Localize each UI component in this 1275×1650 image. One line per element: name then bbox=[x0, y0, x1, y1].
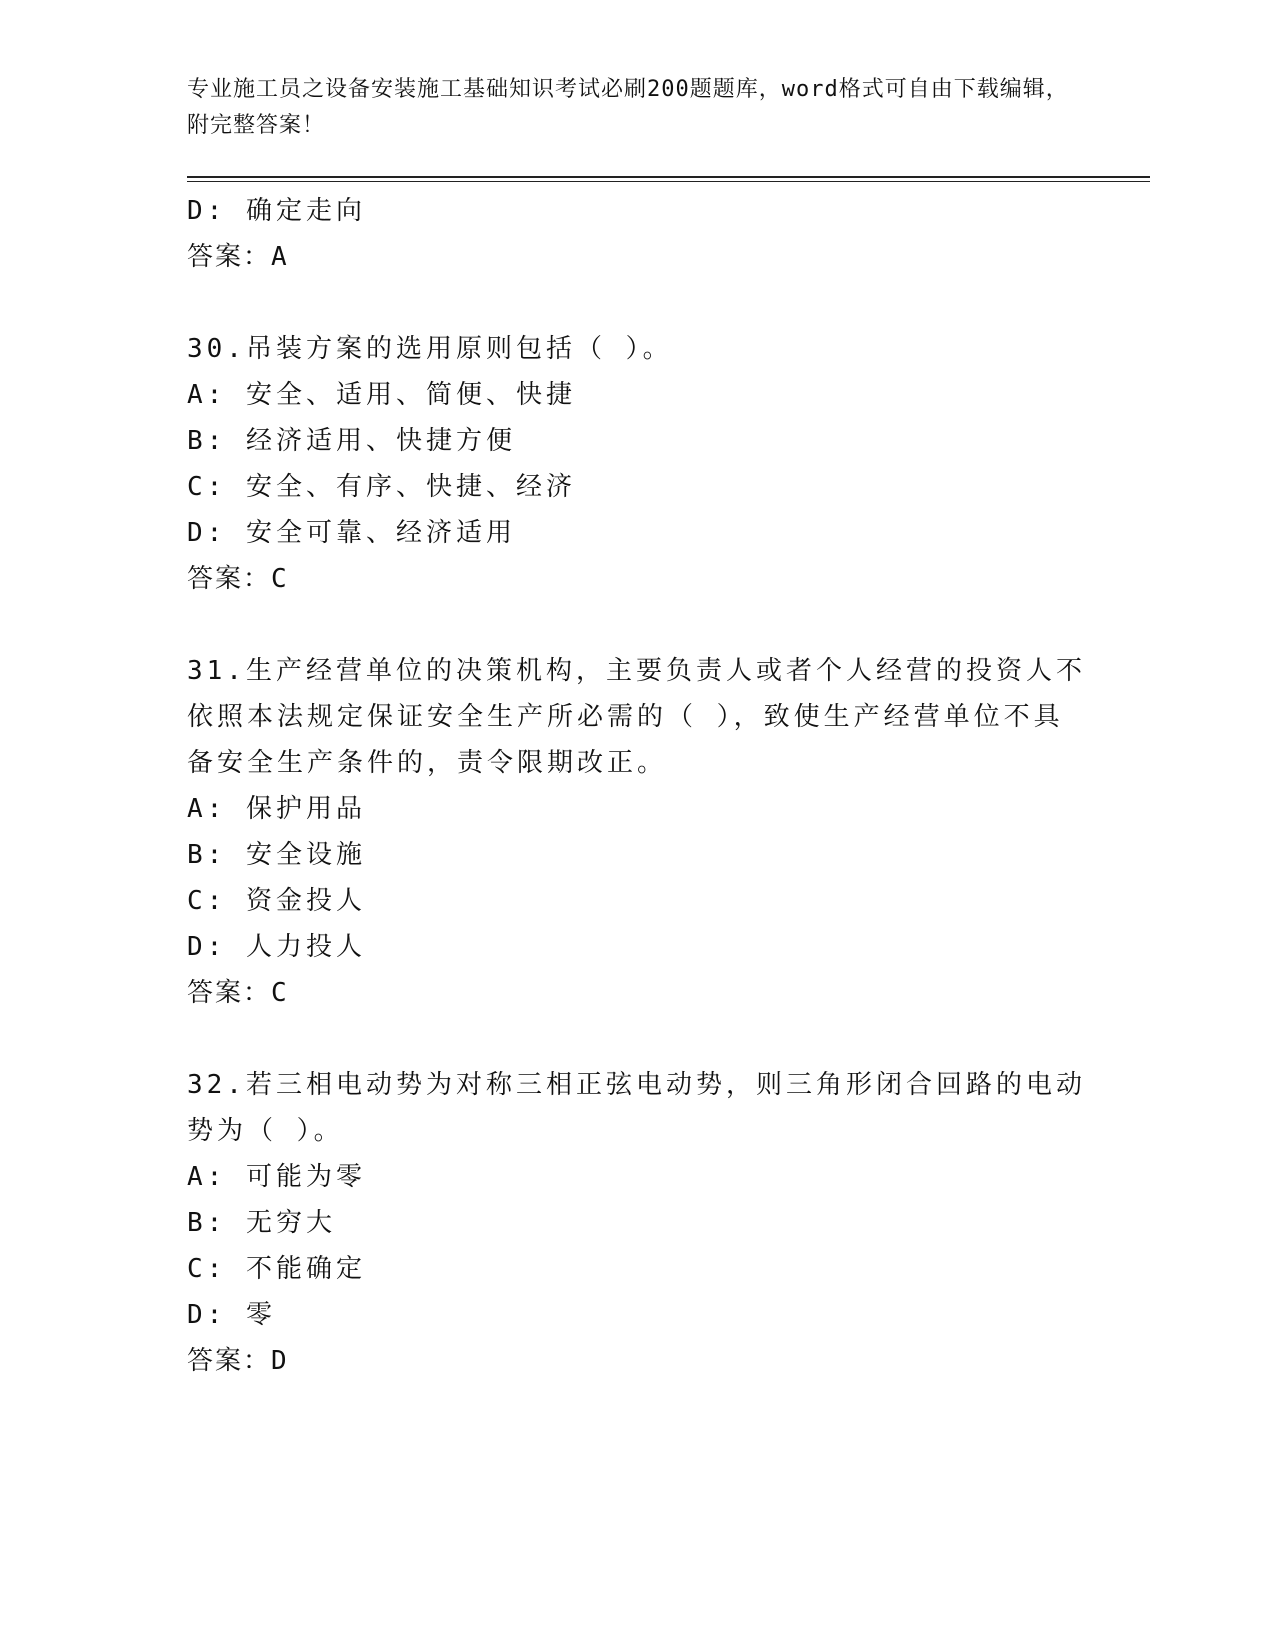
option-a: A: 安全、适用、简便、快捷 bbox=[187, 380, 576, 410]
answer: 答案：C bbox=[187, 978, 289, 1008]
question-stem: 31.生产经营单位的决策机构，主要负责人或者个人经营的投资人不依照本法规定保证安全生产所必需的（ ），致使生产经营单位不具备安全生产条件的，责令限期改正。 bbox=[187, 656, 1086, 778]
prev-answer: 答案：A bbox=[187, 242, 289, 272]
answer: 答案：C bbox=[187, 564, 289, 594]
question-32 bbox=[187, 1062, 1087, 1384]
prev-option-d: D: 确定走向 bbox=[187, 196, 366, 226]
document-header: 专业施工员之设备安装施工基础知识考试必刷200题题库，word格式可自由下载编辑，附完整答案！ bbox=[187, 77, 1069, 138]
option-b: B: 无穷大 bbox=[187, 1208, 336, 1238]
option-c: C: 安全、有序、快捷、经济 bbox=[187, 472, 576, 502]
question-30 bbox=[187, 326, 1087, 602]
answer: 答案：D bbox=[187, 1346, 289, 1376]
question-31 bbox=[187, 648, 1087, 1016]
option-b: B: 经济适用、快捷方便 bbox=[187, 426, 516, 456]
option-d: D: 人力投人 bbox=[187, 932, 366, 962]
option-b: B: 安全设施 bbox=[187, 840, 366, 870]
header-divider-thick bbox=[187, 176, 1150, 178]
option-c: C: 资金投人 bbox=[187, 886, 366, 916]
question-stem: 32.若三相电动势为对称三相正弦电动势，则三角形闭合回路的电动势为（ ）。 bbox=[187, 1070, 1086, 1146]
option-d: D: 零 bbox=[187, 1300, 276, 1330]
option-c: C: 不能确定 bbox=[187, 1254, 366, 1284]
option-d: D: 安全可靠、经济适用 bbox=[187, 518, 516, 548]
question-content bbox=[187, 188, 1087, 1384]
option-a: A: 可能为零 bbox=[187, 1162, 366, 1192]
option-a: A: 保护用品 bbox=[187, 794, 366, 824]
question-stem: 30.吊装方案的选用原则包括（ ）。 bbox=[187, 334, 673, 364]
header-divider-thin bbox=[187, 181, 1150, 182]
